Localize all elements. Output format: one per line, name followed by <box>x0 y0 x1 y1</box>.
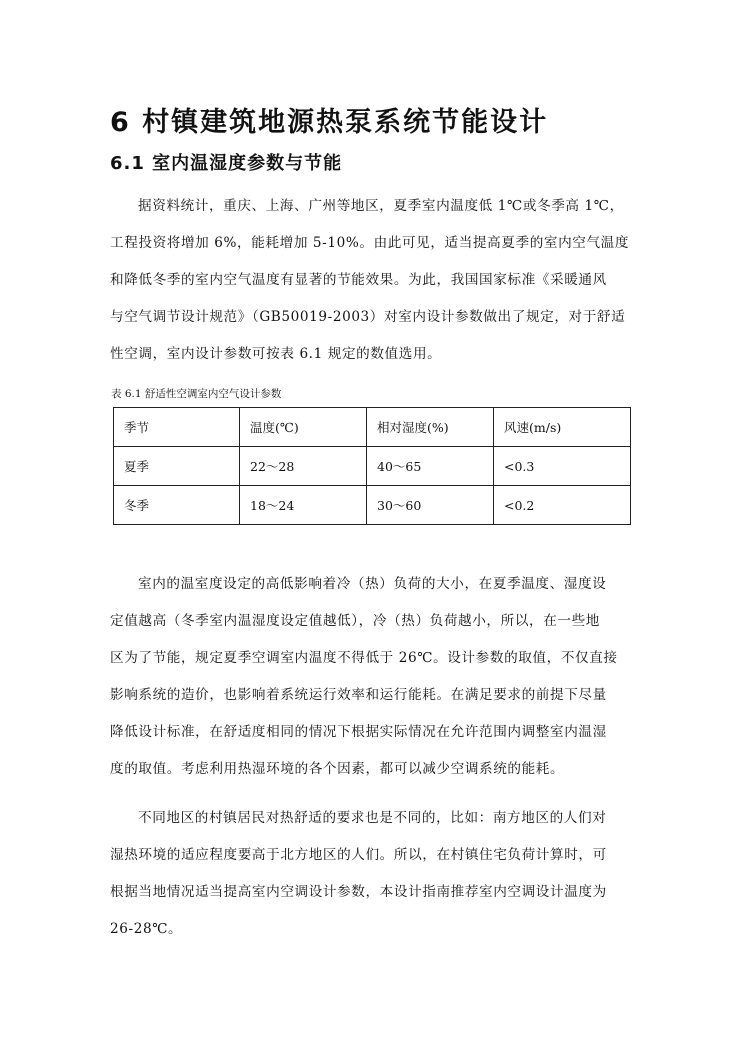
paragraph-line: 影响系统的造价，也影响着系统运行效率和运行能耗。在满足要求的前提下尽量 <box>110 687 607 703</box>
paragraph-line: 据资料统计，重庆、上海、广州等地区，夏季室内温度低 1℃或冬季高 1℃， <box>138 198 624 214</box>
paragraph-line: 不同地区的村镇居民对热舒适的要求也是不同的，比如：南方地区的人们对 <box>138 810 607 826</box>
paragraph-line: 性空调，室内设计参数可按表 6.1 规定的数值选用。 <box>110 346 442 362</box>
table-row <box>114 447 631 486</box>
paragraph-line: 与空气调节设计规范》（GB50019-2003）对室内设计参数做出了规定，对于舒适 <box>110 309 626 325</box>
table-header-row <box>114 408 631 447</box>
paragraph-line: 降低设计标准，在舒适度相同的情况下根据实际情况在允许范围内调整室内温湿 <box>110 724 607 740</box>
paragraph-indoor-settings <box>110 566 635 788</box>
table-cell: 冬季 <box>114 486 240 525</box>
table-cell: 18～24 <box>240 486 367 525</box>
chapter-heading: 6 村镇建筑地源热泵系统节能设计 <box>110 107 549 138</box>
table-cell: 22～28 <box>240 447 367 486</box>
paragraph-regional-comfort <box>110 800 635 948</box>
table-cell: <0.2 <box>494 486 631 525</box>
paragraph-line: 定值越高（冬季室内温湿度设定值越低），冷（热）负荷越小，所以，在一些地 <box>110 613 600 629</box>
table-cell: 40～65 <box>367 447 494 486</box>
table-cell: <0.3 <box>494 447 631 486</box>
table-header-cell: 相对湿度(%) <box>367 408 494 447</box>
paragraph-line: 和降低冬季的室内空气温度有显著的节能效果。为此，我国国家标准《采暖通风 <box>110 272 607 288</box>
table-caption: 表 6.1 舒适性空调室内空气设计参数 <box>111 388 282 400</box>
table-header-cell: 风速(m/s) <box>494 408 631 447</box>
paragraph-line: 室内的温室度设定的高低影响着冷（热）负荷的大小，在夏季温度、湿度设 <box>138 576 607 592</box>
table-row <box>114 486 631 525</box>
paragraph-line: 工程投资将增加 6%，能耗增加 5-10%。由此可见，适当提高夏季的室内空气温度 <box>110 235 630 251</box>
table-cell: 30～60 <box>367 486 494 525</box>
section-heading: 6.1 室内温湿度参数与节能 <box>110 153 343 174</box>
paragraph-line: 26-28℃。 <box>110 921 183 937</box>
paragraph-intro <box>110 188 635 373</box>
paragraph-line: 湿热环境的适应程度要高于北方地区的人们。所以，在村镇住宅负荷计算时，可 <box>110 847 607 863</box>
paragraph-line: 度的取值。考虑利用热湿环境的各个因素，都可以减少空调系统的能耗。 <box>110 761 565 777</box>
design-parameters-table <box>113 407 631 525</box>
table-header-cell: 温度(℃) <box>240 408 367 447</box>
table-header-cell: 季节 <box>114 408 240 447</box>
table-cell: 夏季 <box>114 447 240 486</box>
paragraph-line: 区为了节能，规定夏季空调室内温度不得低于 26℃。设计参数的取值，不仅直接 <box>110 650 618 666</box>
paragraph-line: 根据当地情况适当提高室内空调设计参数，本设计指南推荐室内空调设计温度为 <box>110 884 607 900</box>
